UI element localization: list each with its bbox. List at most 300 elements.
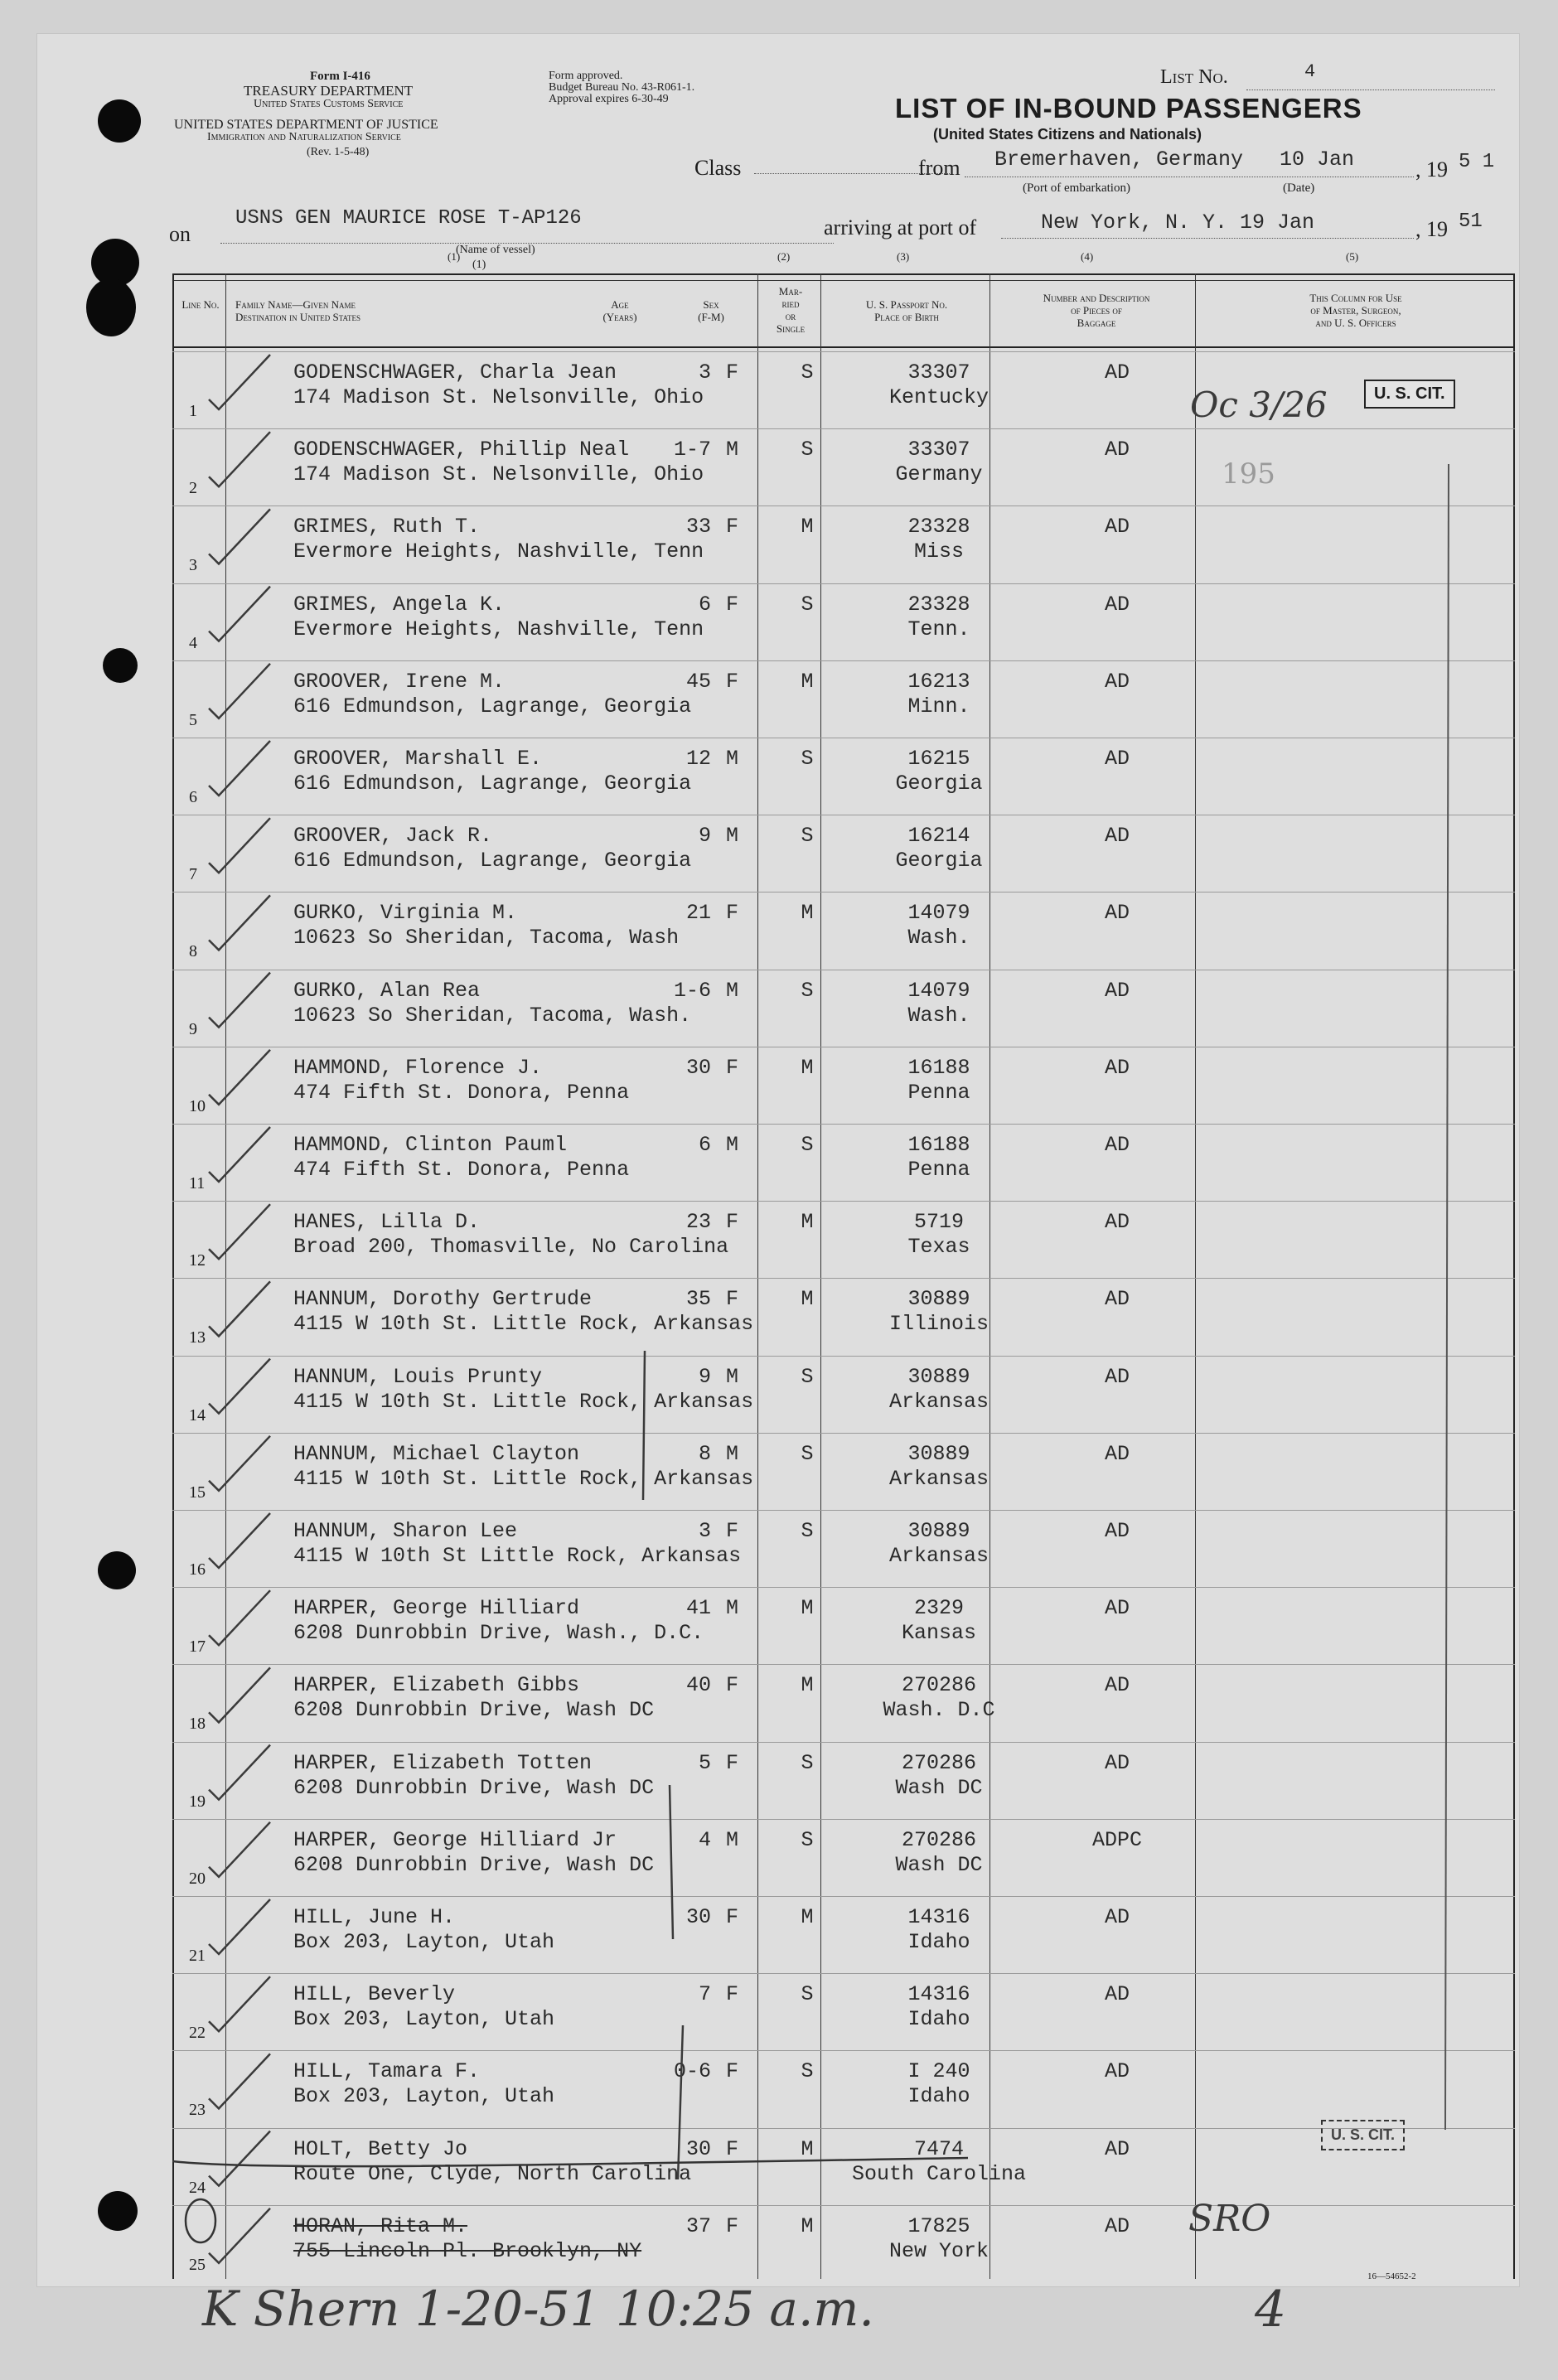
line-number: 16 <box>189 1560 206 1579</box>
col-number-5: (5) <box>1346 250 1359 263</box>
sex: F <box>726 1055 739 1080</box>
line-number: 1 <box>189 402 197 420</box>
sex: M <box>726 1133 739 1157</box>
passport-number: 16213 <box>907 669 970 694</box>
baggage: AD <box>1104 669 1130 694</box>
line-number: 20 <box>189 1869 206 1888</box>
passenger-name: GROOVER, Marshall E. <box>293 747 543 771</box>
vessel-caption: (Name of vessel) <box>456 244 535 256</box>
sex: F <box>726 515 739 539</box>
passenger-name: HOLT, Betty Jo <box>293 2136 468 2161</box>
check-mark <box>209 1436 270 1491</box>
punch-hole <box>98 2191 138 2231</box>
passenger-name: HILL, June H. <box>293 1905 456 1929</box>
passport-number: 14079 <box>907 978 970 1003</box>
check-mark <box>209 973 270 1028</box>
destination: Evermore Heights, Nashville, Tenn <box>293 539 704 564</box>
check-mark <box>209 1590 270 1645</box>
sex: M <box>726 1364 739 1389</box>
baggage: AD <box>1104 1982 1130 2007</box>
baggage: AD <box>1104 592 1130 617</box>
customs-service: United States Customs Service <box>254 98 404 110</box>
destination: Route One, Clyde, North Carolina <box>293 2161 692 2186</box>
list-no-field <box>1246 61 1495 90</box>
passport-number: 270286 <box>901 1673 976 1698</box>
line-number: 12 <box>189 1251 206 1270</box>
marital-status: S <box>801 1750 814 1775</box>
passport-number: 14079 <box>907 901 970 926</box>
place-of-birth: Idaho <box>907 2007 970 2032</box>
line-number: 3 <box>189 556 197 575</box>
list-no-value: 4 <box>1304 61 1316 82</box>
destination: 6208 Dunrobbin Drive, Wash., D.C. <box>293 1621 704 1646</box>
passport-number: 5719 <box>913 1210 964 1235</box>
passport-number: 17825 <box>907 2213 970 2238</box>
passport-number: 16188 <box>907 1055 970 1080</box>
place-of-birth: Penna <box>907 1158 970 1182</box>
punch-hole <box>98 1551 136 1589</box>
revision-date: (Rev. 1-5-48) <box>307 146 370 158</box>
destination: 10623 So Sheridan, Tacoma, Wash <box>293 926 680 951</box>
place-of-birth: Texas <box>907 1235 970 1260</box>
age: 40 <box>685 1673 711 1698</box>
passenger-name: GODENSCHWAGER, Phillip Neal <box>293 438 630 462</box>
place-of-birth: Georgia <box>895 772 983 796</box>
check-mark <box>209 895 270 950</box>
header-officers: This Column for Use of Master, Surgeon, and U. S. Officers <box>1309 292 1402 329</box>
check-mark <box>209 1513 270 1568</box>
handwritten-note: Oc 3/26 <box>1190 385 1328 425</box>
passport-number: 270286 <box>901 1827 976 1852</box>
destination: 174 Madison St. Nelsonville, Ohio <box>293 385 704 409</box>
arrival-field <box>1001 237 1414 239</box>
col-number-2: (2) <box>777 250 791 263</box>
age: 41 <box>685 1596 711 1621</box>
age: 8 <box>698 1441 711 1466</box>
sex: F <box>726 1287 739 1312</box>
passenger-name: GRIMES, Angela K. <box>293 592 506 617</box>
passport-number: 23328 <box>907 515 970 539</box>
age: 30 <box>685 1055 711 1080</box>
place-of-birth: Idaho <box>907 2084 970 2109</box>
line-number: 5 <box>189 710 197 729</box>
header-sex: Sex (F-M) <box>698 298 724 323</box>
sex: F <box>726 1210 739 1235</box>
check-mark <box>209 509 270 564</box>
sex: M <box>726 1596 739 1621</box>
baggage: AD <box>1104 1905 1130 1929</box>
age: 5 <box>698 1750 711 1775</box>
marital-status: M <box>801 1596 814 1621</box>
age: 21 <box>685 901 711 926</box>
marital-status: S <box>801 360 814 385</box>
age: 30 <box>685 2136 711 2161</box>
marital-status: S <box>801 1827 814 1852</box>
age: 1-6 <box>673 978 711 1003</box>
sex: F <box>726 1750 739 1775</box>
line-number: 22 <box>189 2024 206 2043</box>
sex: M <box>726 824 739 849</box>
baggage: AD <box>1104 1210 1130 1235</box>
passenger-name: HANES, Lilla D. <box>293 1210 481 1235</box>
baggage: AD <box>1104 2213 1130 2238</box>
approval-line-2: Budget Bureau No. 43-R061-1. <box>549 81 695 94</box>
passenger-name: HILL, Beverly <box>293 1982 456 2007</box>
place-of-birth: Wash. D.C <box>883 1698 995 1723</box>
passport-number: 16188 <box>907 1133 970 1157</box>
strike-line <box>172 2158 968 2166</box>
baggage: AD <box>1104 438 1130 462</box>
destination: Broad 200, Thomasville, No Carolina <box>293 1235 729 1260</box>
marital-status: M <box>801 2213 814 2238</box>
passport-number: 33307 <box>907 438 970 462</box>
passport-number: 14316 <box>907 1982 970 2007</box>
place-of-birth: South Carolina <box>852 2161 1027 2186</box>
age: 45 <box>685 669 711 694</box>
destination: 474 Fifth St. Donora, Penna <box>293 1158 630 1182</box>
place-of-birth: Tenn. <box>907 617 970 641</box>
sex: F <box>726 360 739 385</box>
form-title: LIST OF IN-BOUND PASSENGERS <box>895 93 1362 123</box>
sex: F <box>726 1982 739 2007</box>
sex: F <box>726 2213 739 2238</box>
header-baggage: Number and Description of Pieces of Baggage <box>1043 292 1150 329</box>
passenger-name: HARPER, George Hilliard Jr <box>293 1827 617 1852</box>
arriving-label: arriving at port of <box>824 215 977 239</box>
justice-dept: UNITED STATES DEPARTMENT OF JUSTICE <box>174 118 438 132</box>
baggage: AD <box>1104 515 1130 539</box>
pencil-marks <box>172 273 1515 2279</box>
marital-status: M <box>801 1673 814 1698</box>
sex: F <box>726 2059 739 2084</box>
vessel-name: USNS GEN MAURICE ROSE T-AP126 <box>235 207 582 230</box>
passenger-name: GROOVER, Irene M. <box>293 669 506 694</box>
vessel-caption-number: (1) <box>472 259 486 271</box>
baggage: ADPC <box>1091 1827 1142 1852</box>
check-mark <box>209 2131 270 2186</box>
bracket-line <box>643 1351 683 2179</box>
passport-number: 2329 <box>913 1596 964 1621</box>
handwritten-footer: K Shern 1-20-51 10:25 a.m. <box>202 2281 874 2337</box>
line-number: 4 <box>189 633 197 652</box>
passenger-name: HILL, Tamara F. <box>293 2059 481 2084</box>
list-no-label: List No. <box>1160 66 1228 88</box>
place-of-birth: Germany <box>895 462 983 487</box>
age: 1-7 <box>673 438 711 462</box>
destination: Box 203, Layton, Utah <box>293 2084 555 2109</box>
sex: M <box>726 438 739 462</box>
place-of-birth: Arkansas <box>888 1544 989 1568</box>
line-number: 9 <box>189 1019 197 1038</box>
check-mark <box>209 355 270 409</box>
destination: 616 Edmundson, Lagrange, Georgia <box>293 849 692 873</box>
passenger-name: HARPER, George Hilliard <box>293 1596 580 1621</box>
place-of-birth: Kansas <box>901 1621 976 1646</box>
baggage: AD <box>1104 360 1130 385</box>
place-of-birth: Penna <box>907 1080 970 1105</box>
us-citizen-stamp: U. S. CIT. <box>1364 380 1455 409</box>
check-mark <box>209 1127 270 1182</box>
departure-date: 10 Jan <box>1280 148 1355 172</box>
line-number: 25 <box>189 2255 206 2274</box>
baggage: AD <box>1104 1441 1130 1466</box>
baggage: AD <box>1104 1750 1130 1775</box>
place-of-birth: Wash. <box>907 1003 970 1028</box>
destination: 174 Madison St. Nelsonville, Ohio <box>293 462 704 487</box>
sex: F <box>726 1905 739 1929</box>
destination: 474 Fifth St. Donora, Penna <box>293 1080 630 1105</box>
passport-number: 30889 <box>907 1364 970 1389</box>
marital-status: M <box>801 2136 814 2161</box>
destination: 6208 Dunrobbin Drive, Wash DC <box>293 1852 655 1877</box>
sex: F <box>726 1519 739 1543</box>
marital-status: S <box>801 1364 814 1389</box>
marital-status: M <box>801 1210 814 1235</box>
check-mark <box>209 432 270 486</box>
baggage: AD <box>1104 901 1130 926</box>
marital-status: S <box>801 438 814 462</box>
line-number: 17 <box>189 1637 206 1657</box>
check-mark <box>209 587 270 641</box>
marital-status: S <box>801 1982 814 2007</box>
sex: F <box>726 669 739 694</box>
passenger-name: HANNUM, Dorothy Gertrude <box>293 1287 593 1312</box>
approval-line-1: Form approved. <box>549 70 623 82</box>
destination: 616 Edmundson, Lagrange, Georgia <box>293 694 692 718</box>
destination: 10623 So Sheridan, Tacoma, Wash. <box>293 1003 692 1028</box>
age: 30 <box>685 1905 711 1929</box>
baggage: AD <box>1104 1287 1130 1312</box>
passport-number: 14316 <box>907 1905 970 1929</box>
punch-hole <box>103 648 138 683</box>
on-label: on <box>169 222 191 246</box>
passport-number: 30889 <box>907 1441 970 1466</box>
marital-status: S <box>801 592 814 617</box>
sex: M <box>726 978 739 1003</box>
baggage: AD <box>1104 1596 1130 1621</box>
line-number: 21 <box>189 1947 206 1965</box>
place-of-birth: Illinois <box>888 1312 989 1337</box>
sex: F <box>726 1673 739 1698</box>
marital-status: S <box>801 1133 814 1157</box>
arrival-year: 51 <box>1459 210 1483 233</box>
marital-status: M <box>801 515 814 539</box>
destination: 755 Lincoln Pl. Brooklyn, NY <box>293 2238 642 2263</box>
line-number: 15 <box>189 1483 206 1502</box>
header-married: Mar- ried or Single <box>776 285 806 335</box>
marital-status: M <box>801 1287 814 1312</box>
age: 6 <box>698 592 711 617</box>
from-field <box>965 176 1414 177</box>
line-number: 18 <box>189 1715 206 1734</box>
line-number: 8 <box>189 942 197 961</box>
arrival-year-prefix: , 19 <box>1415 217 1448 241</box>
check-mark <box>209 1667 270 1722</box>
class-label: Class <box>694 156 742 180</box>
line-number: 23 <box>189 2101 206 2120</box>
marital-status: S <box>801 824 814 849</box>
destination: 6208 Dunrobbin Drive, Wash DC <box>293 1775 655 1800</box>
check-mark <box>209 2053 270 2108</box>
punch-hole <box>86 278 136 336</box>
passport-number: I 240 <box>907 2059 970 2084</box>
arrival-port-date: New York, N. Y. 19 Jan <box>1041 210 1315 235</box>
line-number: 13 <box>189 1328 206 1347</box>
place-of-birth: Idaho <box>907 1930 970 1954</box>
check-mark <box>209 1359 270 1414</box>
place-of-birth: Arkansas <box>888 1389 989 1414</box>
document-sheet <box>36 33 1520 2339</box>
marital-status: M <box>801 1905 814 1929</box>
passenger-name: HARPER, Elizabeth Gibbs <box>293 1673 580 1698</box>
passenger-name: HAMMOND, Florence J. <box>293 1055 543 1080</box>
place-of-birth: Georgia <box>895 849 983 873</box>
check-mark <box>209 1050 270 1105</box>
check-mark <box>209 1976 270 2031</box>
passport-number: 23328 <box>907 592 970 617</box>
destination: 6208 Dunrobbin Drive, Wash DC <box>293 1698 655 1723</box>
line-number: 19 <box>189 1792 206 1811</box>
age: 33 <box>685 515 711 539</box>
place-of-birth: New York <box>888 2238 989 2263</box>
passport-number: 270286 <box>901 1750 976 1775</box>
place-of-birth: Wash. <box>907 926 970 951</box>
line-number: 7 <box>189 865 197 884</box>
baggage: AD <box>1104 1364 1130 1389</box>
place-of-birth: Wash DC <box>895 1775 983 1800</box>
destination: 4115 W 10th St. Little Rock, Arkansas <box>293 1466 754 1491</box>
passenger-name: HORAN, Rita M. <box>293 2213 468 2238</box>
sex: F <box>726 901 739 926</box>
year-prefix: , 19 <box>1415 157 1448 181</box>
line-number: 10 <box>189 1096 206 1115</box>
line-number: 2 <box>189 479 197 498</box>
age: 12 <box>685 747 711 771</box>
destination: Box 203, Layton, Utah <box>293 1930 555 1954</box>
marital-status: S <box>801 747 814 771</box>
passport-number: 16215 <box>907 747 970 771</box>
baggage: AD <box>1104 824 1130 849</box>
check-mark <box>209 1822 270 1877</box>
age: 37 <box>685 2213 711 2238</box>
baggage: AD <box>1104 1133 1130 1157</box>
destination: Box 203, Layton, Utah <box>293 2007 555 2032</box>
age: 4 <box>698 1827 711 1852</box>
passenger-name: HANNUM, Michael Clayton <box>293 1441 580 1466</box>
check-marks <box>209 355 270 2263</box>
handwritten-number: 195 <box>1222 457 1275 491</box>
age: 9 <box>698 1364 711 1389</box>
port-of-embarkation: Bremerhaven, Germany <box>994 148 1244 172</box>
place-of-birth: Arkansas <box>888 1466 989 1491</box>
col-number-4: (4) <box>1081 250 1094 263</box>
passenger-name: HANNUM, Louis Prunty <box>293 1364 543 1389</box>
passport-number: 33307 <box>907 360 970 385</box>
passport-number: 7474 <box>913 2136 964 2161</box>
age: 7 <box>698 1982 711 2007</box>
marital-status: S <box>801 1519 814 1543</box>
sex: M <box>726 1827 739 1852</box>
place-of-birth: Kentucky <box>888 385 989 409</box>
destination: 4115 W 10th St. Little Rock, Arkansas <box>293 1389 754 1414</box>
age: 23 <box>685 1210 711 1235</box>
check-mark <box>209 741 270 796</box>
punch-hole <box>98 99 141 143</box>
place-of-birth: Miss <box>913 539 964 564</box>
sex: F <box>726 592 739 617</box>
handwritten-page-number: 4 <box>1255 2281 1287 2339</box>
sex: F <box>726 2136 739 2161</box>
place-of-birth: Wash DC <box>895 1852 983 1877</box>
form-number: Form I-416 <box>310 70 370 83</box>
departure-year: 5 1 <box>1459 151 1495 173</box>
header-name: Family Name—Given Name Destination in United States <box>235 298 361 323</box>
col-number-3: (3) <box>897 250 910 263</box>
sex: M <box>726 747 739 771</box>
handwritten-initials: SRO <box>1188 2198 1271 2240</box>
check-mark <box>209 1281 270 1336</box>
marital-status: S <box>801 978 814 1003</box>
check-mark <box>209 1899 270 1954</box>
age: 6 <box>698 1133 711 1157</box>
date-caption: (Date) <box>1283 181 1315 195</box>
marital-status: M <box>801 1055 814 1080</box>
check-mark <box>209 664 270 718</box>
circle-mark <box>186 2199 215 2242</box>
baggage: AD <box>1104 2059 1130 2084</box>
header-line-no: Line No. <box>181 298 220 311</box>
passenger-name: HAMMOND, Clinton Pauml <box>293 1133 568 1157</box>
line-number: 24 <box>189 2178 206 2197</box>
check-mark <box>209 1745 270 1800</box>
passenger-name: GROOVER, Jack R. <box>293 824 493 849</box>
baggage: AD <box>1104 978 1130 1003</box>
sex: M <box>726 1441 739 1466</box>
line-number: 11 <box>189 1174 206 1192</box>
approval-line-3: Approval expires 6-30-49 <box>549 93 669 105</box>
passenger-name: GODENSCHWAGER, Charla Jean <box>293 360 617 385</box>
from-label: from <box>918 156 960 180</box>
passport-number: 30889 <box>907 1287 970 1312</box>
passenger-name: GURKO, Alan Rea <box>293 978 481 1003</box>
check-mark <box>209 1204 270 1259</box>
form-subtitle: (United States Citizens and Nationals) <box>933 126 1202 143</box>
col-number-1: (1) <box>448 250 461 263</box>
passenger-name: GURKO, Virginia M. <box>293 901 518 926</box>
port-caption: (Port of embarkation) <box>1023 181 1130 195</box>
passenger-name: HANNUM, Sharon Lee <box>293 1519 518 1543</box>
marital-status: S <box>801 2059 814 2084</box>
destination: 4115 W 10th St Little Rock, Arkansas <box>293 1544 742 1568</box>
passport-number: 30889 <box>907 1519 970 1543</box>
destination: Evermore Heights, Nashville, Tenn <box>293 617 704 641</box>
destination: 4115 W 10th St. Little Rock, Arkansas <box>293 1312 754 1337</box>
baggage: AD <box>1104 1673 1130 1698</box>
marital-status: M <box>801 669 814 694</box>
check-mark <box>209 2208 270 2263</box>
treasury-dept: TREASURY DEPARTMENT <box>244 83 414 99</box>
baggage: AD <box>1104 747 1130 771</box>
passenger-name: HARPER, Elizabeth Totten <box>293 1750 593 1775</box>
age: 0-6 <box>673 2059 711 2084</box>
baggage: AD <box>1104 1055 1130 1080</box>
marital-status: M <box>801 901 814 926</box>
destination: 616 Edmundson, Lagrange, Georgia <box>293 772 692 796</box>
header-age: Age (Years) <box>602 298 637 323</box>
vertical-pencil-line <box>1445 464 1449 2130</box>
marital-status: S <box>801 1441 814 1466</box>
place-of-birth: Minn. <box>907 694 970 718</box>
